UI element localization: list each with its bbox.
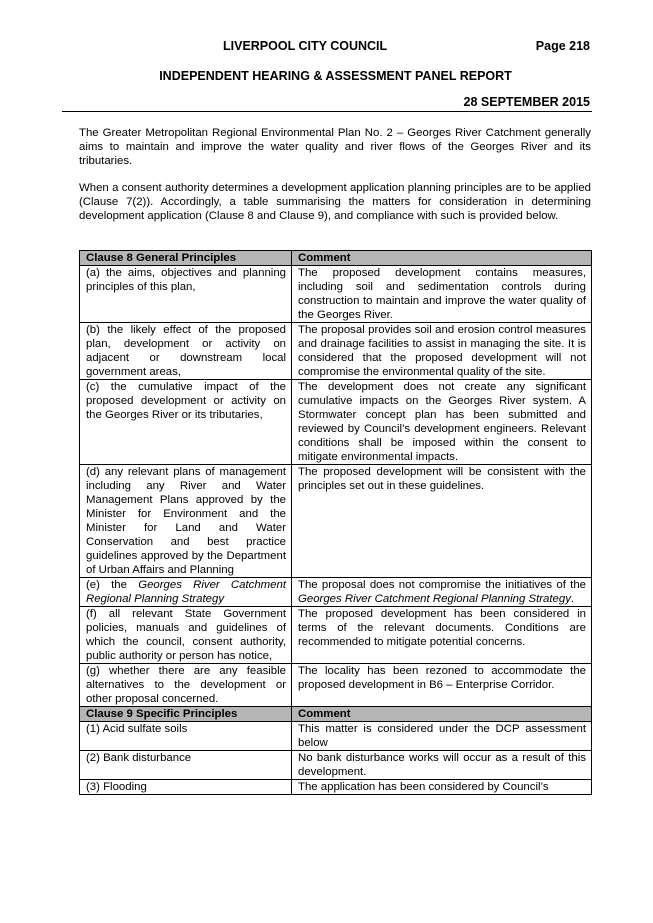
table-row (80, 722, 592, 751)
comment-suffix: . (570, 593, 575, 605)
principle-cell: (g) whether there are any feasible alternatives to the development or other proposal concerned. (80, 664, 292, 707)
principle-cell (80, 578, 292, 607)
comment-cell: This matter is considered under the DCP assessment below (292, 722, 592, 751)
table-row (80, 664, 592, 707)
table-row (80, 323, 592, 380)
report-title: INDEPENDENT HEARING & ASSESSMENT PANEL REPORT (159, 69, 512, 83)
strategy-title: Georges River Catchment Regional Planning Strategy (298, 593, 571, 605)
principle-cell: (d) any relevant plans of management including any River and Water Management Plans approved by the Minister for Environment and the Minister for Land and Water Conservation and best practice guidelines approved by the Department of Urban Affairs and Planning (80, 465, 292, 578)
principle-cell: (a) the aims, objectives and planning principles of this plan, (80, 266, 292, 323)
comment-cell: The proposed development has been considered in terms of the relevant documents. Conditions are recommended to mitigate potential concerns. (292, 607, 592, 664)
comment-cell: No bank disturbance works will occur as a result of this development. (292, 751, 592, 780)
header-cell: Comment (292, 707, 592, 722)
principle-cell: (c) the cumulative impact of the proposed development or activity on the Georges River or its tributaries, (80, 380, 292, 465)
page-header (0, 39, 653, 55)
intro-paragraph: The Greater Metropolitan Regional Environmental Plan No. 2 – Georges River Catchment generally aims to maintain and improve the water quality and river flows of the Georges River and its tributaries. (79, 127, 591, 167)
table-row (80, 607, 592, 664)
summary-paragraph: When a consent authority determines a development application planning principles are to be applied (Clause 7(2)). Accordingly, a table summarising the matters for consideration in determining development application (Clause 8 and Clause 9), and compliance with such is provided below. (79, 182, 591, 222)
principle-cell: (2) Bank disturbance (80, 751, 292, 780)
table-row (80, 751, 592, 780)
principle-cell: (3) Flooding (80, 780, 292, 795)
header-cell: Clause 9 Specific Principles (80, 707, 292, 722)
table-row (80, 780, 592, 795)
table-row (80, 380, 592, 465)
strategy-title: Georges River Catchment Regional Planning Strategy (86, 579, 286, 605)
table-row (80, 578, 592, 607)
comment-cell: The proposal provides soil and erosion control measures and drainage facilities to assist in managing the site. It is considered that the proposed development will not compromise the environmental quality of the site. (292, 323, 592, 380)
principle-prefix: (e) the (86, 579, 139, 591)
table-row (80, 465, 592, 578)
table-header-row (80, 707, 592, 722)
comment-cell: The proposed development will be consistent with the principles set out in these guidelines. (292, 465, 592, 578)
comment-cell: The development does not create any significant cumulative impacts on the Georges River system. A Stormwater concept plan has been submitted and reviewed by Council’s development engineers. Relevant conditions shall be imposed within the consent to mitigate environmental impacts. (292, 380, 592, 465)
table-row (80, 266, 592, 323)
comment-cell: The proposed development contains measures, including soil and sedimentation controls during construction to maintain and improve the water quality of the Georges River. (292, 266, 592, 323)
header-rule (62, 111, 592, 112)
report-date: 28 SEPTEMBER 2015 (463, 95, 590, 109)
comment-cell: The locality has been rezoned to accommodate the proposed development in B6 – Enterprise Corridor. (292, 664, 592, 707)
table-header-row (80, 251, 592, 266)
header-cell: Comment (292, 251, 592, 266)
principle-cell: (f) all relevant State Government policies, manuals and guidelines of which the council, consent authority, public authority or person has notice, (80, 607, 292, 664)
council-name: LIVERPOOL CITY COUNCIL (223, 39, 388, 53)
principles-table (79, 250, 592, 795)
header-cell: Clause 8 General Principles (80, 251, 292, 266)
principle-cell: (b) the likely effect of the proposed plan, development or activity on adjacent or downstream local government areas, (80, 323, 292, 380)
comment-prefix: The proposal does not compromise the initiatives of the (298, 579, 586, 591)
page-number: Page 218 (535, 39, 590, 53)
principle-cell: (1) Acid sulfate soils (80, 722, 292, 751)
comment-cell (292, 578, 592, 607)
comment-cell: The application has been considered by Council’s (292, 780, 592, 795)
